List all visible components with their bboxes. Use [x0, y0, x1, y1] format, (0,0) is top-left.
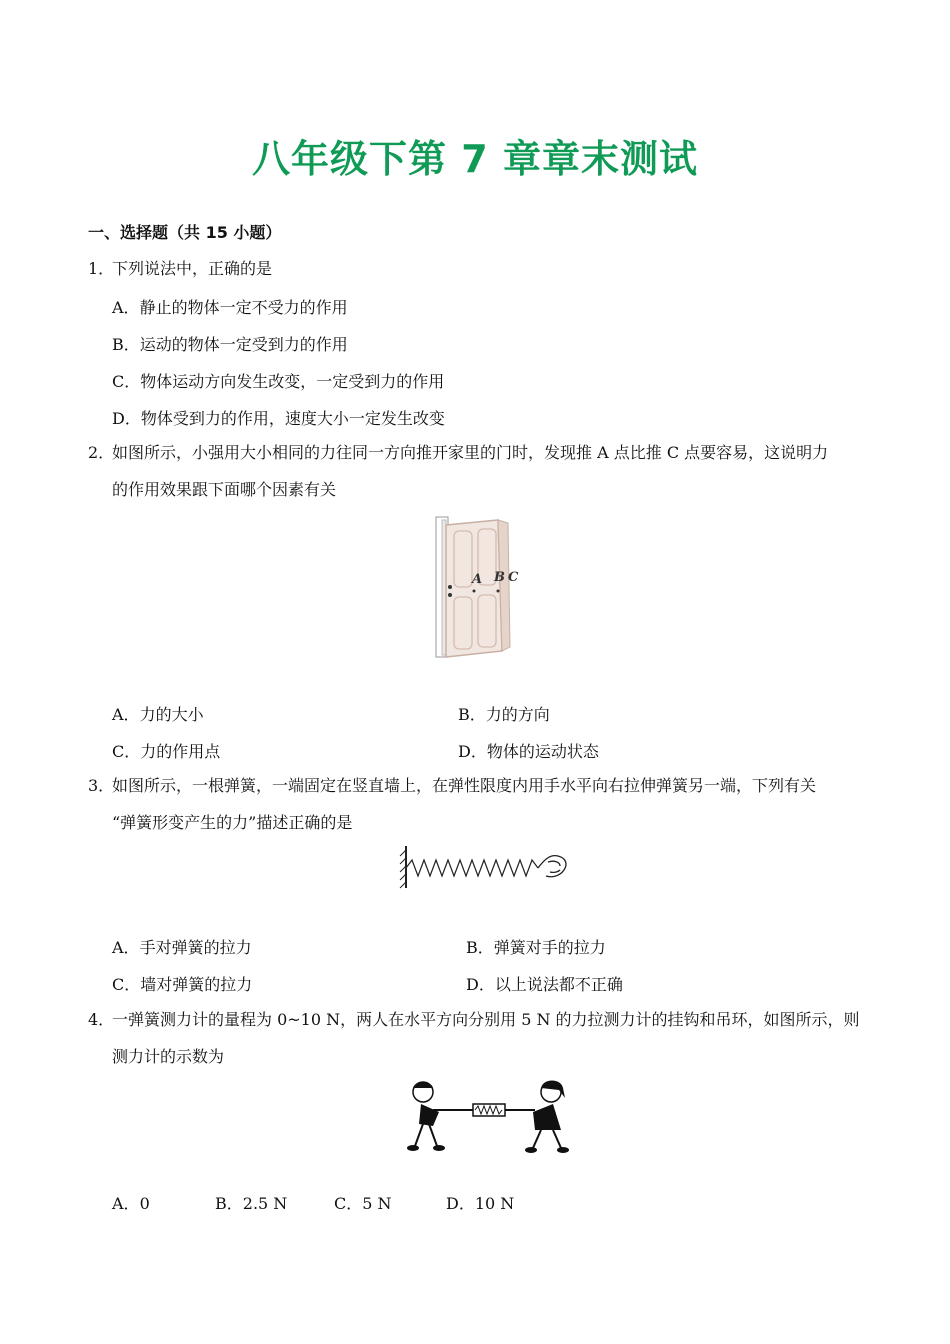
option-4b[interactable] [215, 1191, 287, 1214]
question-text-line2: 的作用效果跟下面哪个因素有关 [112, 480, 337, 499]
option-letter: D． [458, 742, 487, 761]
option-2b[interactable] [458, 702, 550, 725]
spring-figure [398, 842, 573, 892]
option-2d[interactable] [458, 739, 599, 762]
option-2a[interactable] [112, 702, 204, 725]
option-letter: C． [112, 975, 141, 994]
option-1a[interactable] [112, 295, 348, 318]
option-letter: D． [446, 1194, 475, 1213]
door-label-a: A [472, 572, 483, 587]
option-text: 力的方向 [485, 705, 550, 724]
section-heading: 一、选择题（共 15 小题） [88, 223, 282, 242]
door-label-b: B [494, 570, 505, 585]
question-number: 1． [88, 259, 115, 278]
question-text: 下列说法中，正确的是 [112, 259, 273, 278]
option-letter: B． [466, 938, 494, 957]
option-text: 静止的物体一定不受力的作用 [139, 298, 348, 317]
page-title: 八年级下第 7 章章末测试 [252, 137, 698, 181]
option-4d[interactable] [446, 1191, 514, 1214]
question-number: 2． [88, 443, 115, 462]
option-3d[interactable] [466, 972, 623, 995]
option-letter: A． [112, 938, 140, 957]
question-text-line1: 如图所示，小强用大小相同的力往同一方向推开家里的门时，发现推 A 点比推 C 点要容易，这说明力 [112, 443, 829, 462]
option-text: 力的作用点 [140, 742, 221, 761]
option-text: 墙对弹簧的拉力 [140, 975, 253, 994]
option-1c[interactable] [112, 369, 444, 392]
option-3b[interactable] [466, 935, 606, 958]
option-text: 2.5 N [242, 1194, 288, 1213]
option-text: 物体的运动状态 [486, 742, 599, 761]
option-letter: A． [112, 705, 140, 724]
option-1b[interactable] [112, 332, 348, 355]
door-figure [432, 515, 532, 660]
option-letter: A． [112, 298, 140, 317]
door-label-c: C [508, 570, 519, 585]
option-letter: D． [112, 409, 141, 428]
question-text-line2: “弹簧形变产生的力”描述正确的是 [112, 813, 353, 832]
option-text: 0 [139, 1194, 150, 1213]
option-letter: B． [112, 335, 140, 354]
option-text: 物体运动方向发生改变，一定受到力的作用 [140, 372, 445, 391]
option-letter: D． [466, 975, 495, 994]
option-text: 手对弹簧的拉力 [139, 938, 252, 957]
question-text-line2: 测力计的示数为 [112, 1047, 225, 1066]
option-text: 以上说法都不正确 [494, 975, 623, 994]
option-letter: C． [112, 742, 141, 761]
option-1d[interactable] [112, 406, 445, 429]
option-4a[interactable] [112, 1191, 150, 1214]
option-text: 物体受到力的作用，速度大小一定发生改变 [140, 409, 445, 428]
option-3a[interactable] [112, 935, 252, 958]
question-number: 3． [88, 776, 115, 795]
question-text-line1: 一弹簧测力计的量程为 0~10 N，两人在水平方向分别用 5 N 的力拉测力计的挂钩和吊环，如图所示，则 [112, 1010, 860, 1029]
option-text: 力的大小 [139, 705, 204, 724]
tug-figure [405, 1076, 570, 1156]
option-text: 10 N [474, 1194, 515, 1213]
option-2c[interactable] [112, 739, 220, 762]
option-4c[interactable] [334, 1191, 392, 1214]
question-text-line1: 如图所示，一根弹簧，一端固定在竖直墙上，在弹性限度内用手水平向右拉伸弹簧另一端，下列有关 [112, 776, 817, 795]
option-letter: B． [458, 705, 486, 724]
option-letter: C． [334, 1194, 363, 1213]
option-text: 弹簧对手的拉力 [493, 938, 606, 957]
option-letter: A． [112, 1194, 140, 1213]
option-text: 5 N [362, 1194, 392, 1213]
option-text: 运动的物体一定受到力的作用 [139, 335, 348, 354]
question-number: 4． [88, 1010, 115, 1029]
option-letter: B． [215, 1194, 243, 1213]
option-3c[interactable] [112, 972, 252, 995]
option-letter: C． [112, 372, 141, 391]
